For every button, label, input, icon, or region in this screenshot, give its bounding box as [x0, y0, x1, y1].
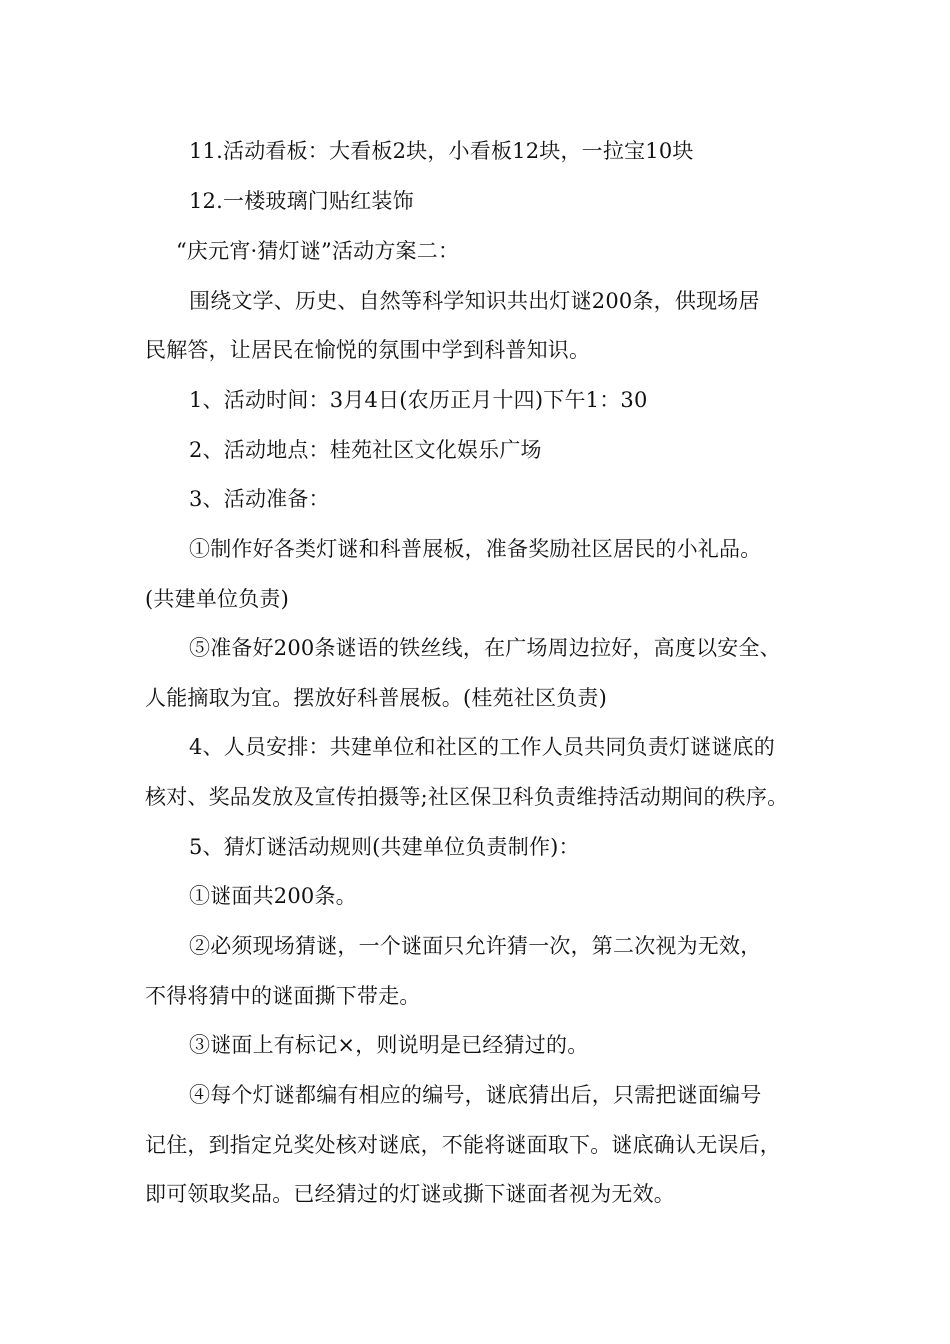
text-line: ①谜面共200条。 [189, 884, 357, 908]
text-line: (共建单位负责) [145, 587, 289, 611]
text-line: ③谜面上有标记×，则说明是已经猜过的。 [189, 1033, 589, 1057]
section-heading: “庆元宵·猜灯谜”活动方案二： [176, 239, 460, 263]
text-line: 民解答，让居民在愉悦的氛围中学到科普知识。 [145, 338, 591, 362]
text-line: 围绕文学、历史、自然等科学知识共出灯谜200条，供现场居 [189, 289, 760, 313]
text-line: 2、活动地点：桂苑社区文化娱乐广场 [189, 438, 542, 462]
text-line: 记住，到指定兑奖处核对谜底，不能将谜面取下。谜底确认无误后， [145, 1133, 781, 1157]
text-line: 即可领取奖品。已经猜过的灯谜或撕下谜面者视为无效。 [145, 1182, 675, 1206]
text-line: 不得将猜中的谜面撕下带走。 [145, 984, 421, 1008]
text-line: 核对、奖品发放及宣传拍摄等;社区保卫科负责维持活动期间的秩序。 [145, 785, 789, 809]
text-line: ④每个灯谜都编有相应的编号，谜底猜出后，只需把谜面编号 [189, 1083, 762, 1107]
text-line: ②必须现场猜谜，一个谜面只允许猜一次，第二次视为无效， [189, 934, 762, 958]
text-line: 5、猜灯谜活动规则(共建单位负责制作)： [189, 835, 580, 859]
text-line: 12.一楼玻璃门贴红装饰 [189, 189, 414, 213]
text-line: 4、人员安排：共建单位和社区的工作人员共同负责灯谜谜底的 [189, 735, 775, 759]
text-line: 人能摘取为宜。摆放好科普展板。(桂苑社区负责) [145, 686, 607, 710]
text-line: 1、活动时间：3月4日(农历正月十四)下午1：30 [189, 388, 648, 412]
text-line: 11.活动看板：大看板2块，小看板12块，一拉宝10块 [189, 139, 694, 163]
text-line: ⑤准备好200条谜语的铁丝线，在广场周边拉好，高度以安全、 [189, 636, 781, 660]
text-line: 3、活动准备： [189, 487, 330, 511]
text-line: ①制作好各类灯谜和科普展板，准备奖励社区居民的小礼品。 [189, 537, 762, 561]
